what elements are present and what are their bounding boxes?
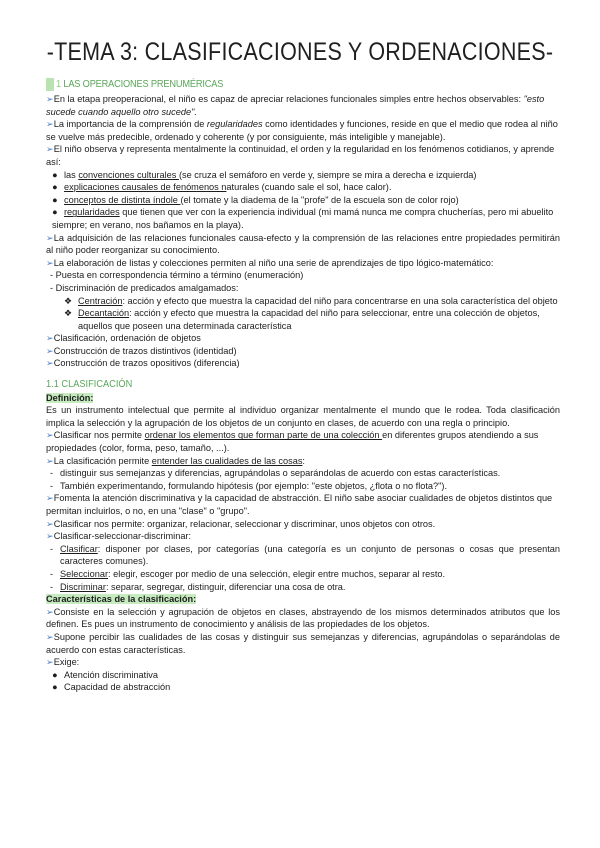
characteristics-label: Características de la clasificación: — [46, 594, 197, 605]
list-item: - Puesta en correspondencia término a término (enumeración) — [50, 270, 304, 281]
list-item: ● Atención discriminativa — [52, 669, 158, 680]
paragraph: ➢La elaboración de listas y colecciones permiten al niño una serie de aprendizajes de tipo lógico-matemático: — [46, 257, 494, 268]
list-item: ➢Clasificación, ordenación de objetos — [46, 333, 201, 344]
list-item: ● regularidades que tienen que ver con la experiencia individual (mi mamá nunca me compra chucherías, pero mi abuelito siempre; en verano, nos bañamos en la playa). — [52, 207, 554, 230]
list-item: ● conceptos de distinta índole (el tomate y la diadema de la "profe" de la escuela son de color rojo) — [52, 194, 459, 205]
list-item: - Clasificar: disponer por clases, por categorías (una categoría es un conjunto de personas o cosas que presentan caracteres comunes). — [50, 543, 560, 567]
section-number-box — [46, 78, 54, 91]
paragraph: ➢La clasificación permite entender las cualidades de las cosas: — [46, 455, 305, 466]
page-title: -TEMA 3: CLASIFICACIONES Y ORDENACIONES- — [46, 38, 554, 66]
paragraph: ➢Clasificar nos permite: organizar, relacionar, seleccionar y discriminar, unos objetos con otros. — [46, 518, 436, 529]
document-body — [46, 78, 560, 694]
paragraph: ➢Clasificar-seleccionar-discriminar: — [46, 531, 192, 542]
list-item: ➢Construcción de trazos distintivos (identidad) — [46, 345, 237, 356]
list-item: ❖ Centración: acción y efecto que muestra la capacidad del niño para concentrarse en una sola característica del objeto — [64, 295, 558, 306]
section-heading-text: 1 LAS OPERACIONES PRENUMÉRICAS — [56, 78, 224, 91]
paragraph: ➢La adquisición de las relaciones funcionales causa-efecto y la comprensión de las relaciones entre propiedades permitirán al niño poder reorganizar su conocimiento. — [46, 232, 560, 256]
paragraph: ➢La importancia de la comprensión de regularidades como identidades y funciones, reside en que el medio que rodea al niño se vuelve más predecible, ordenado y coherente (y por consiguiente, más inteligible y manejable). — [46, 119, 558, 142]
paragraph: ➢En la etapa preoperacional, el niño es capaz de apreciar relaciones funcionales simples entre hechos observables: "esto sucede cuando aquello otro sucede". — [46, 94, 545, 117]
list-item: ❖ Decantación: acción y efecto que muestra la capacidad del niño para seleccionar, entre una colección de objetos, aquellos que poseen una determinada característica — [64, 308, 540, 331]
paragraph: ➢Exige: — [46, 657, 80, 668]
paragraph: Es un instrumento intelectual que permite al individuo organizar mentalmente el mundo que le rodea. Toda clasificación implica la selección y la agrupación de los objetos de un conjunto en clases, de acuerdo con una regla o principio. — [46, 405, 560, 428]
list-item: ● las convenciones culturales (se cruza el semáforo en verde y, siempre se mira a derecha e izquierda) — [52, 169, 477, 180]
list-item: - Discriminación de predicados amalgamados: — [50, 282, 239, 293]
list-item: ● explicaciones causales de fenómenos naturales (cuando sale el sol, hace calor). — [52, 182, 392, 193]
paragraph: ➢Consiste en la selección y agrupación de objetos en clases, abstrayendo de los mismos determinados atributos que los definen. Es pues un instrumento de conocimiento y análisis de las propiedades de los objetos. — [46, 606, 560, 630]
list-item: - Seleccionar: elegir, escoger por medio de una selección, elegir entre muchos, separar al resto. — [50, 568, 446, 579]
list-item: - También experimentando, formulando hipótesis (por ejemplo: "este objetos, ¿flota o no flota?"). — [50, 480, 447, 491]
list-item: ➢Construcción de trazos opositivos (diferencia) — [46, 358, 240, 369]
list-item: - distinguir sus semejanzas y diferencias, agrupándolas o separándolas de acuerdo con estas características. — [50, 468, 501, 479]
list-item: ● Capacidad de abstracción — [52, 682, 171, 693]
paragraph: ➢Clasificar nos permite ordenar los elementos que forman parte de una colección en diferentes grupos atendiendo a sus propiedades (color, forma, peso, tamaño, ...). — [46, 430, 539, 454]
list-item: - Discriminar: separar, segregar, distinguir, diferenciar una cosa de otra. — [50, 581, 346, 592]
definition-label: Definición: — [46, 392, 94, 403]
section-heading-1 — [46, 78, 560, 91]
paragraph: ➢Fomenta la atención discriminativa y la capacidad de abstracción. El niño sabe asociar cualidades de objetos distintos que permitan incluirlos, o no, en una "clase" o "grupo". — [46, 493, 553, 516]
paragraph: ➢Supone percibir las cualidades de las cosas y distinguir sus semejanzas y diferencias, agrupándolas o separándolas de acuerdo con estas características. — [46, 631, 560, 655]
subsection-heading: 1.1 CLASIFICACIÓN — [46, 378, 133, 391]
paragraph: ➢El niño observa y representa mentalmente la continuidad, el orden y la regularidad en los fenómenos cotidianos, y aprende así: — [46, 144, 555, 167]
